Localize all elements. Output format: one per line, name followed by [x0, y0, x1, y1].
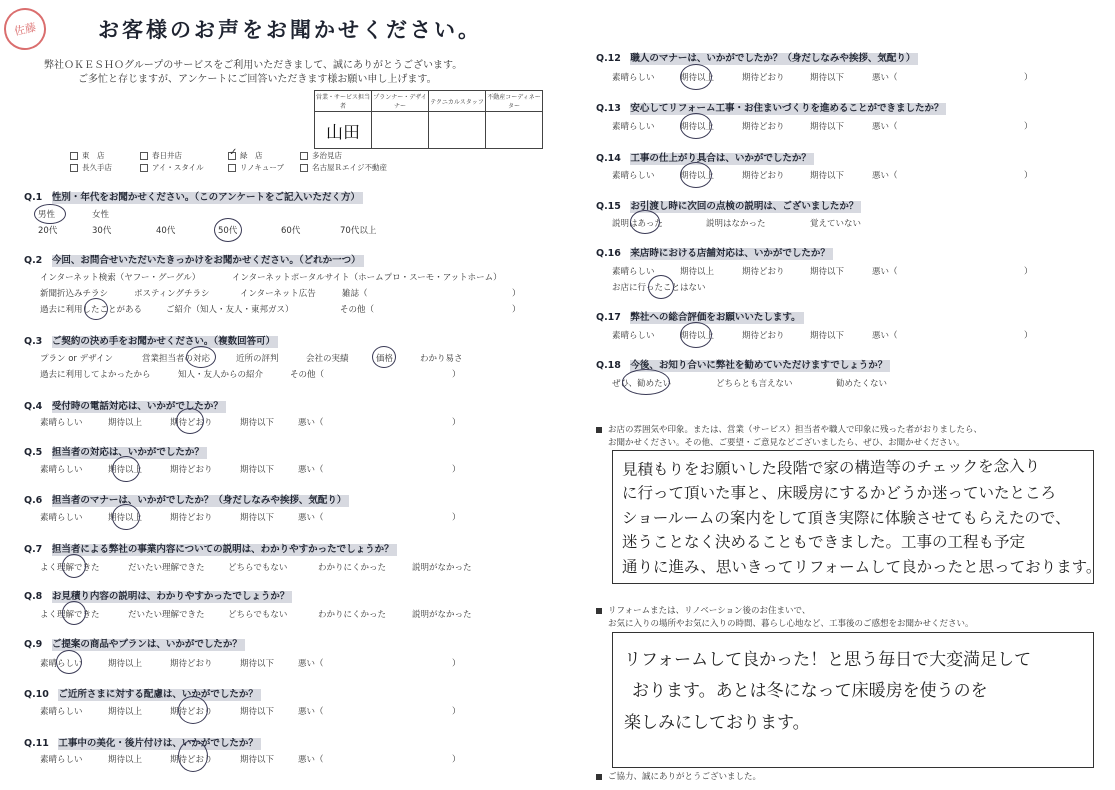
- paren-close: ）: [1024, 331, 1033, 341]
- answer-circle-mark: [178, 740, 208, 772]
- paren-close: ）: [1024, 73, 1033, 83]
- staff-header-technical: テクニカルスタッフ: [429, 91, 486, 112]
- comment1-prompt-line-1: お店の雰囲気や印象。または、営業（サービス）担当者や職人で印象に残った者がおりましたら、: [596, 423, 982, 435]
- rating-below[interactable]: 期待以下: [810, 73, 845, 83]
- option-male[interactable]: 男性: [38, 210, 56, 220]
- question-q12: Q.12 職人のマナーは、いかがでしたか？（身だしなみや挨拶、気配り）: [596, 50, 918, 64]
- option-reason[interactable]: 価格: [376, 354, 394, 364]
- rating-bad[interactable]: 悪い（: [298, 418, 324, 428]
- option-age[interactable]: 40代: [156, 226, 176, 236]
- question-q8: Q.8 お見積り内容の説明は、わかりやすかったでしょうか？: [24, 588, 292, 602]
- comment1-line: 迷うことなく決めることもできました。工事の工程も予定: [622, 533, 1026, 551]
- comment1-line: ショールームの案内をして頂き実際に体験させてもらえたので、: [622, 509, 1071, 527]
- option-reason[interactable]: その他（: [290, 370, 325, 380]
- staff-value-realestate[interactable]: [486, 112, 543, 149]
- option-female[interactable]: 女性: [92, 210, 110, 220]
- explanation-option[interactable]: 説明はなかった: [706, 219, 766, 229]
- understanding-option[interactable]: わかりにくかった: [318, 610, 387, 620]
- staff-value-sales[interactable]: 山田: [315, 112, 372, 149]
- rating-bad[interactable]: 悪い（: [872, 122, 898, 132]
- store-option[interactable]: 春日井店: [140, 150, 182, 161]
- explanation-option[interactable]: 説明はあった: [612, 219, 663, 229]
- store-option[interactable]: 名古屋Ｒエイジ不動産: [300, 162, 387, 173]
- checkbox-icon: [140, 152, 148, 160]
- option-age[interactable]: 20代: [38, 226, 58, 236]
- checkbox-icon: [70, 152, 78, 160]
- answer-circle-mark: [680, 113, 715, 139]
- answer-circle-mark: [622, 369, 670, 395]
- option-reason[interactable]: 営業担当者の対応: [142, 354, 211, 364]
- bullet-square-icon: [596, 608, 602, 614]
- rating-above[interactable]: 期待以上: [108, 418, 143, 428]
- option-age[interactable]: 70代以上: [340, 226, 377, 236]
- store-option[interactable]: 多治見店: [300, 150, 342, 161]
- rating-above[interactable]: 期待以上: [108, 707, 143, 717]
- staff-value-planner[interactable]: [372, 112, 429, 149]
- store-option[interactable]: 長久手店: [70, 162, 112, 173]
- rating-excellent[interactable]: 素晴らしい: [612, 73, 655, 83]
- comment2-line: 楽しみにしております。: [624, 713, 810, 733]
- rating-above[interactable]: 期待以上: [108, 659, 143, 669]
- question-q3: Q.3 ご契約の決め手をお聞かせください。（複数回答可）: [24, 333, 278, 347]
- option-source[interactable]: インターネット検索（ヤフー・グーグル）: [40, 273, 201, 283]
- answer-circle-mark: [186, 346, 216, 368]
- rating-expected[interactable]: 期待どおり: [742, 331, 785, 341]
- paren-close: ）: [452, 707, 461, 717]
- store-option[interactable]: アイ・スタイル: [140, 162, 204, 173]
- question-q4: Q.4 受付時の電話対応は、いかがでしたか？: [24, 398, 226, 412]
- option-reason[interactable]: 過去に利用してよかったから: [40, 370, 151, 380]
- rating-above[interactable]: 期待以上: [108, 465, 143, 475]
- paren-close: ）: [1024, 171, 1033, 181]
- answer-circle-mark: [62, 601, 86, 625]
- rating-above[interactable]: 期待以上: [680, 171, 715, 181]
- answer-circle-mark: [178, 696, 208, 724]
- understanding-option[interactable]: だいたい理解できた: [128, 610, 205, 620]
- option-reason[interactable]: プラン or デザイン: [40, 354, 114, 364]
- question-q17: Q.17 弊社への総合評価をお願いいたします。: [596, 309, 804, 323]
- answer-circle-mark: [372, 346, 396, 368]
- checkbox-icon: [300, 164, 308, 172]
- checkbox-icon: [300, 152, 308, 160]
- paren-close: ）: [452, 370, 461, 380]
- rating-bad[interactable]: 悪い（: [298, 659, 324, 669]
- question-q11: Q.11 工事中の美化・後片付けは、いかがでしたか？: [24, 735, 261, 749]
- option-source[interactable]: 過去に利用したことがある: [40, 305, 143, 315]
- staff-header-planner: プランナー・デザイナー: [372, 91, 429, 112]
- store-option[interactable]: ✓ 緑 店: [229, 147, 263, 160]
- understanding-option[interactable]: 説明がなかった: [412, 610, 472, 620]
- staff-value-technical[interactable]: [429, 112, 486, 149]
- store-option[interactable]: 東 店: [70, 150, 105, 161]
- explanation-option[interactable]: 覚えていない: [810, 219, 862, 229]
- answer-circle-mark: [214, 218, 242, 242]
- option-reason[interactable]: 会社の実績: [306, 354, 349, 364]
- answer-circle-mark: [680, 322, 715, 348]
- rating-excellent[interactable]: 素晴らしい: [40, 513, 83, 523]
- paren-close: ）: [452, 513, 461, 523]
- question-q18: Q.18 今後、お知り合いに弊社を勧めていただけますでしょうか？: [596, 357, 890, 371]
- comment2-prompt-line-2: お気に入りの場所やお気に入りの時間、暮らし心地など、工事後のご感想をお聞かせください。: [608, 619, 974, 629]
- paren-close: ）: [452, 465, 461, 475]
- option-source[interactable]: ご紹介（知人・友人・東邦ガス）: [166, 305, 294, 315]
- rating-excellent[interactable]: 素晴らしい: [40, 465, 83, 475]
- intro-line-2: ご多忙と存じますが、アンケートにご回答いただきます様お願い申し上げます。: [78, 74, 437, 85]
- store-option[interactable]: リノキューブ: [228, 162, 284, 173]
- answer-circle-mark: [648, 275, 674, 299]
- rating-excellent[interactable]: 素晴らしい: [40, 418, 83, 428]
- rating-above[interactable]: 期待以上: [108, 513, 143, 523]
- rating-excellent[interactable]: 素晴らしい: [612, 331, 655, 341]
- rating-expected[interactable]: 期待どおり: [170, 418, 213, 428]
- option-reason[interactable]: 近所の評判: [236, 354, 279, 364]
- answer-circle-mark: [630, 210, 660, 234]
- understanding-option[interactable]: どちらでもない: [228, 563, 288, 573]
- option-age[interactable]: 50代: [218, 226, 238, 236]
- recommend-option[interactable]: ぜひ、勧めたい: [612, 379, 672, 389]
- paren-close: ）: [1024, 122, 1033, 132]
- question-q10: Q.10 ご近所さまに対する配慮は、いかがでしたか？: [24, 686, 261, 700]
- rating-excellent[interactable]: 素晴らしい: [40, 707, 83, 717]
- rating-expected[interactable]: 期待どおり: [170, 707, 213, 717]
- option-source[interactable]: インターネットポータルサイト（ホームプロ・スーモ・アットホーム）: [232, 273, 502, 283]
- rating-excellent[interactable]: 素晴らしい: [612, 122, 655, 132]
- paren-close: ）: [1024, 267, 1033, 277]
- understanding-option[interactable]: よく理解できた: [40, 563, 100, 573]
- rating-expected[interactable]: 期待どおり: [742, 267, 785, 277]
- rating-expected[interactable]: 期待どおり: [170, 513, 213, 523]
- checkbox-checked-icon: ✓: [229, 147, 238, 158]
- answer-circle-mark: [84, 298, 108, 320]
- comment2-line: おります。あとは冬になって床暖房を使うのを: [632, 681, 988, 701]
- answer-circle-mark: [680, 64, 715, 90]
- rating-excellent[interactable]: 素晴らしい: [612, 171, 655, 181]
- rating-excellent[interactable]: 素晴らしい: [40, 755, 83, 765]
- bullet-square-icon: [596, 774, 602, 780]
- rating-below[interactable]: 期待以下: [810, 122, 845, 132]
- footer-thanks: ご協力、誠にありがとうございました。: [596, 770, 761, 782]
- option-source[interactable]: インターネット広告: [240, 289, 316, 299]
- intro-line-1: 弊社ＯＫＥＳＨＯグループのサービスをご利用いただきまして、誠にありがとうございます。: [44, 60, 463, 71]
- option-age[interactable]: 30代: [92, 226, 112, 236]
- recommend-option[interactable]: 勧めたくない: [836, 379, 888, 389]
- question-q7: Q.7 担当者による弊社の事業内容についての説明は、わかりやすかったでしょうか？: [24, 541, 397, 555]
- rating-bad[interactable]: 悪い（: [298, 513, 324, 523]
- rating-excellent[interactable]: 素晴らしい: [612, 267, 655, 277]
- comment1-prompt-line-2: お聞かせください。その他、ご要望・ご意見などございましたら、ぜひ、お聞かせください。: [608, 438, 965, 448]
- rating-expected[interactable]: 期待どおり: [170, 465, 213, 475]
- rating-below[interactable]: 期待以下: [810, 331, 845, 341]
- option-reason[interactable]: わかり易さ: [420, 354, 463, 364]
- rating-bad[interactable]: 悪い（: [872, 331, 898, 341]
- rating-expected[interactable]: 期待どおり: [742, 171, 785, 181]
- paren-close: ）: [452, 755, 461, 765]
- rating-above[interactable]: 期待以上: [680, 267, 715, 277]
- answer-circle-mark: [176, 408, 204, 434]
- rating-bad[interactable]: 悪い（: [872, 171, 898, 181]
- rating-expected[interactable]: 期待どおり: [742, 122, 785, 132]
- question-q5: Q.5 担当者の対応は、いかがでしたか？: [24, 444, 207, 458]
- question-q2: Q.2 今回、お問合せいただいたきっかけをお聞かせください。（どれか一つ）: [24, 252, 364, 266]
- answer-circle-mark: [56, 650, 82, 674]
- rating-below[interactable]: 期待以下: [240, 513, 275, 523]
- option-reason[interactable]: 知人・友人からの紹介: [178, 370, 264, 380]
- rating-below[interactable]: 期待以下: [240, 465, 275, 475]
- rating-bad[interactable]: 悪い（: [298, 465, 324, 475]
- comment1-line: に行って頂いた事と、床暖房にするかどうか迷っていたところ: [622, 484, 1057, 502]
- option-source[interactable]: その他（: [340, 305, 375, 315]
- staff-table: [314, 90, 543, 149]
- never-visited-option[interactable]: お店に行ったことはない: [612, 283, 706, 293]
- understanding-option[interactable]: 説明がなかった: [412, 563, 472, 573]
- comment1-line: 見積もりをお願いした段階で家の構造等のチェックを念入り: [621, 457, 1041, 479]
- rating-below[interactable]: 期待以下: [240, 659, 275, 669]
- answer-circle-mark: [62, 554, 86, 578]
- comment2-line: リフォームして良かった！と思う毎日で大変満足して: [624, 650, 1032, 670]
- rating-bad[interactable]: 悪い（: [872, 73, 898, 83]
- paren-close: ）: [512, 305, 521, 315]
- understanding-option[interactable]: よく理解できた: [40, 610, 100, 620]
- rating-below[interactable]: 期待以下: [810, 267, 845, 277]
- paren-close: ）: [452, 659, 461, 669]
- option-source[interactable]: ポスティングチラシ: [134, 289, 210, 299]
- rating-expected[interactable]: 期待どおり: [170, 755, 213, 765]
- rating-expected[interactable]: 期待どおり: [742, 73, 785, 83]
- rating-below[interactable]: 期待以下: [240, 755, 275, 765]
- question-q6: Q.6 担当者のマナーは、いかがでしたか？（身だしなみや挨拶、気配り）: [24, 492, 349, 506]
- paren-close: ）: [452, 418, 461, 428]
- rating-above[interactable]: 期待以上: [680, 331, 715, 341]
- question-q14: Q.14 工事の仕上がり具合は、いかがでしたか？: [596, 150, 814, 164]
- question-q16: Q.16 来店時における店舗対応は、いかがでしたか？: [596, 245, 833, 259]
- answer-circle-mark: [112, 456, 140, 482]
- question-q13: Q.13 安心してリフォーム工事・お住まいづくりを進めることができましたか？: [596, 100, 946, 114]
- option-age[interactable]: 60代: [281, 226, 301, 236]
- answer-circle-mark: [112, 504, 140, 530]
- rating-above[interactable]: 期待以上: [108, 755, 143, 765]
- rating-below[interactable]: 期待以下: [240, 418, 275, 428]
- rating-bad[interactable]: 悪い（: [872, 267, 898, 277]
- answer-circle-mark: [34, 204, 66, 224]
- option-source[interactable]: 新聞折込みチラシ: [40, 289, 109, 299]
- question-q9: Q.9 ご提案の商品やプランは、いかがでしたか？: [24, 636, 245, 650]
- understanding-option[interactable]: どちらでもない: [228, 610, 288, 620]
- understanding-option[interactable]: わかりにくかった: [318, 563, 387, 573]
- rating-below[interactable]: 期待以下: [240, 707, 275, 717]
- answer-circle-mark: [680, 162, 715, 188]
- recommend-option[interactable]: どちらとも言えない: [716, 379, 793, 389]
- checkbox-icon: [140, 164, 148, 172]
- staff-header-sales: 営業・サービス担当者: [315, 91, 372, 112]
- paren-close: ）: [512, 289, 521, 299]
- question-q15: Q.15 お引渡し時に次回の点検の説明は、ございましたか？: [596, 198, 861, 212]
- seal-stamp: 佐藤: [0, 4, 50, 54]
- rating-bad[interactable]: 悪い（: [298, 755, 324, 765]
- rating-expected[interactable]: 期待どおり: [170, 659, 213, 669]
- checkbox-icon: [228, 164, 236, 172]
- comment2-prompt-line-1: リフォームまたは、リノベーション後のお住まいで、: [596, 604, 810, 616]
- comment1-line: 通りに進み、思いきってリフォームして良かったと思っております。: [622, 558, 1102, 576]
- rating-above[interactable]: 期待以上: [680, 122, 715, 132]
- rating-above[interactable]: 期待以上: [680, 73, 715, 83]
- rating-below[interactable]: 期待以下: [810, 171, 845, 181]
- rating-excellent[interactable]: 素晴らしい: [40, 659, 83, 669]
- rating-bad[interactable]: 悪い（: [298, 707, 324, 717]
- staff-header-realestate: 不動産コーディネーター: [486, 91, 543, 112]
- understanding-option[interactable]: だいたい理解できた: [128, 563, 205, 573]
- option-source[interactable]: 雑誌（: [342, 289, 368, 299]
- bullet-square-icon: [596, 427, 602, 433]
- checkbox-icon: [70, 164, 78, 172]
- page-title: お客様のお声をお聞かせください。: [98, 18, 482, 42]
- question-q1: Q.1 性別・年代をお聞かせください。（このアンケートをご記入いただく方）: [24, 189, 363, 203]
